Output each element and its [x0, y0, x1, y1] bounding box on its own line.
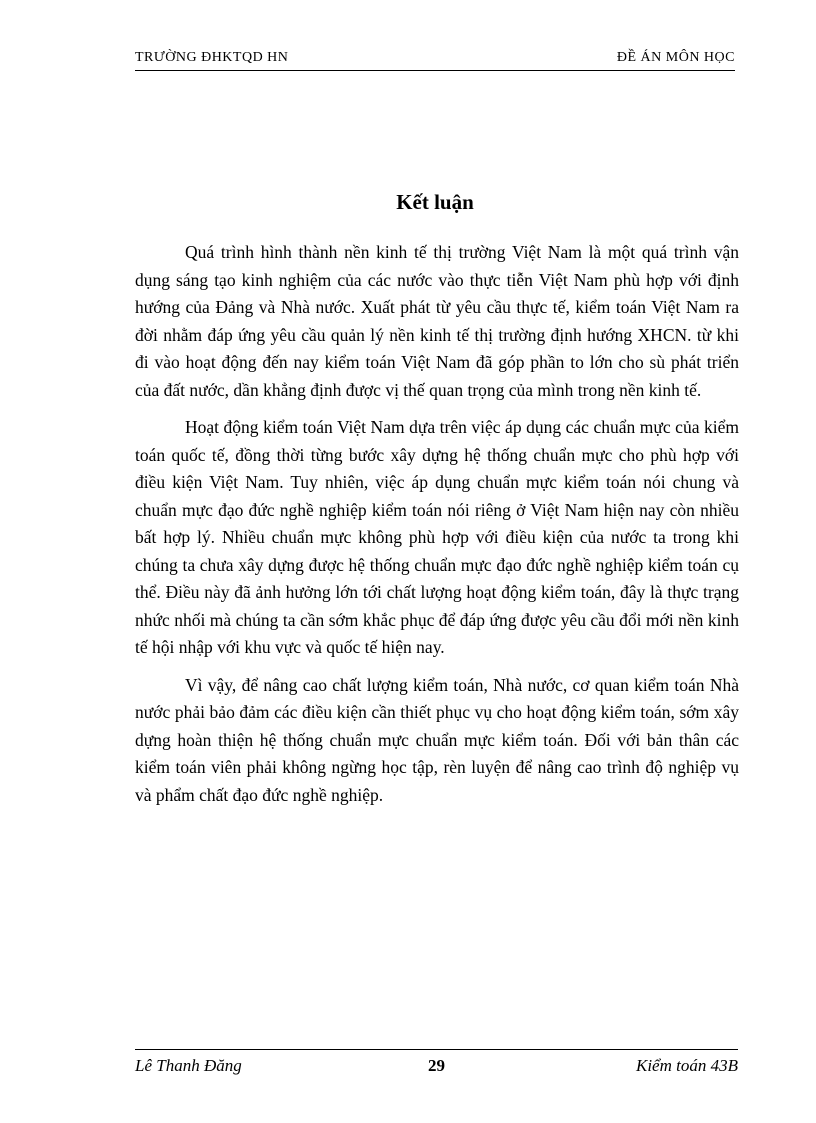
paragraph-3: Vì vậy, để nâng cao chất lượng kiểm toán, Nhà nước, cơ quan kiểm toán Nhà nước phải bảo đảm các điều kiện cần thiết phục vụ cho hoạt động kiểm toán, sớm xây dựng hoàn thiện hệ thống chuẩn mực chuẩn mực kiểm toán. Đối với bản thân các kiểm toán viên phải không ngừng học tập, rèn luyện để nâng cao trình độ nghiệp vụ và phẩm chất đạo đức nghề nghiệp. [135, 674, 739, 805]
page-title: Kết luận [396, 190, 474, 214]
header-school: TRƯỜNG ĐHKTQD HN [135, 50, 289, 65]
body-text [135, 239, 739, 819]
paragraph-2: Hoạt động kiểm toán Việt Nam dựa trên việc áp dụng các chuẩn mực của kiểm toán quốc tế, đồng thời từng bước xây dựng hệ thống chuẩn mực cho phù hợp với điều kiện Việt Nam. Tuy nhiên, việc áp dụng chuẩn mực kiểm toán nói chung và chuẩn mực đạo đức nghề nghiệp kiểm toán nói riêng ở Việt Nam hiện nay còn nhiều bất hợp lý. Nhiều chuẩn mực không phù hợp với điều kiện của nước ta trong khi chúng ta chưa xây dựng được hệ thống chuẩn mực đạo đức nghề nghiệp kiểm toán cụ thể. Điều này đã ảnh hưởng lớn tới chất lượng hoạt động kiểm toán, đây là thực trạng nhức nhối mà chúng ta cần sớm khắc phục để đáp ứng được yêu cầu đổi mới nền kinh tế hội nhập với khu vực và quốc tế hiện nay. [135, 417, 739, 657]
page-number: 29 [428, 1056, 445, 1075]
page-footer [135, 1049, 738, 1076]
footer-author: Lê Thanh Đăng [135, 1056, 242, 1075]
paragraph-1: Quá trình hình thành nền kinh tế thị trường Việt Nam là một quá trình vận dụng sáng tạo kinh nghiệm của các nước vào thực tiễn Việt Nam phù hợp với định hướng của Đảng và Nhà nước. Xuất phát từ yêu cầu thực tế, kiểm toán Việt Nam ra đời nhằm đáp ứng yêu cầu quản lý nền kinh tế thị trường định hướng XHCN. từ khi đi vào hoạt động đến nay kiểm toán Việt Nam đã góp phần to lớn cho sù phát triển của đất nước, dần khẳng định được vị thế quan trọng của mình trong nền kinh tế. [135, 242, 739, 400]
page-header [135, 50, 735, 71]
header-doc-type: ĐỀ ÁN MÔN HỌC [616, 50, 735, 65]
footer-class: Kiểm toán 43B [636, 1056, 738, 1075]
